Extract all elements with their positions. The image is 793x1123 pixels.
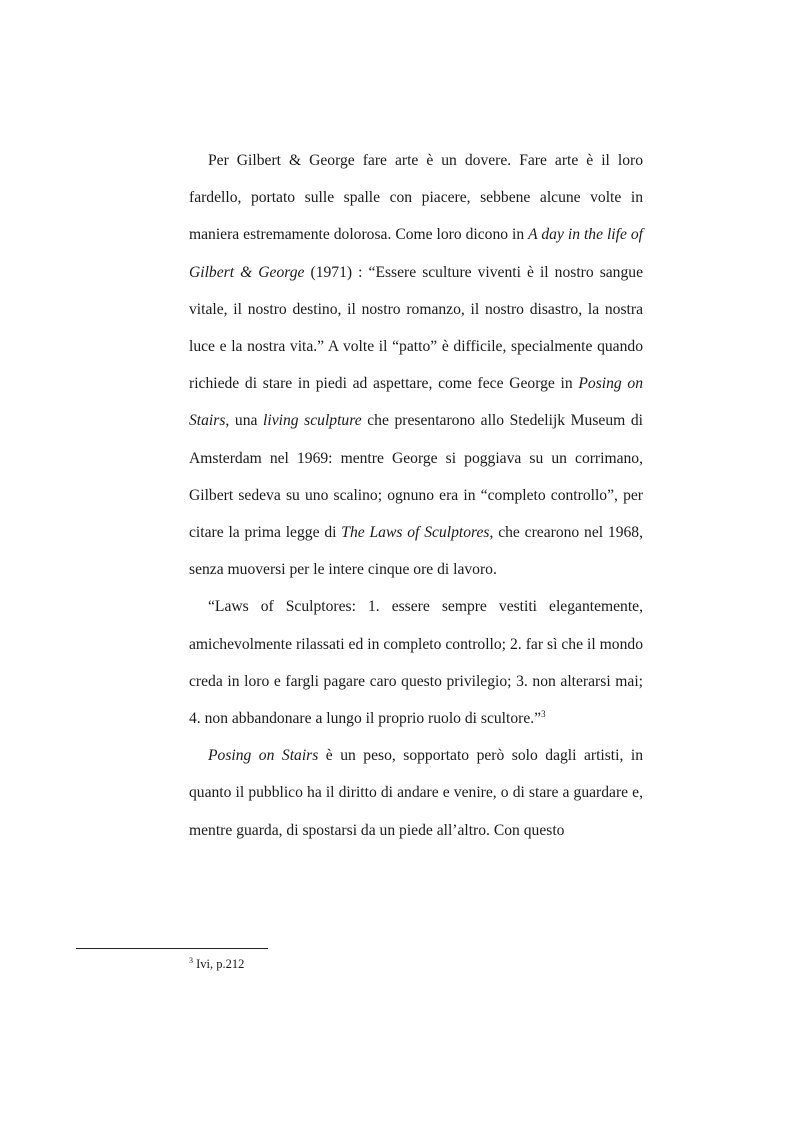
p1-text-5: , che crearono nel 1968, senza muoversi per le intere cinque ore di lavoro.: [189, 524, 644, 579]
paragraph-2: [189, 588, 643, 737]
paragraph-3: [189, 737, 643, 849]
p1-text-4: che presentarono allo Stedelijk Museum di Amsterdam nel 1969: mentre George si poggiava su un corrimano, Gilbert sedeva su uno scalino; ognuno era in “completo controllo”, per citare la prima legge di: [189, 412, 644, 542]
p1-term-living-sculpture: living sculpture: [263, 412, 362, 430]
footnote-number: 3: [189, 956, 193, 965]
p1-text-2: (1971) : “Essere sculture viventi è il nostro sangue vitale, il nostro destino, il nostro romanzo, il nostro disastro, la nostra luce e la nostra vita.” A volte il “patto” è difficile, specialmente quando richiede di stare in piedi ad aspettare, come fece George in: [189, 263, 643, 393]
p3-text-1: è un peso, sopportato però solo dagli artisti, in quanto il pubblico ha il diritto di andare e venire, o di stare a guardare e, mentre guarda, di spostarsi da un piede all’altro. Con questo: [189, 747, 643, 839]
paragraph-1: [189, 142, 643, 588]
p1-text-1: Per Gilbert & George fare arte è un dovere. Fare arte è il loro fardello, portato sulle spalle con piacere, sebbene alcune volte in maniera estremamente dolorosa. Come loro dicono in: [189, 152, 643, 244]
body-text: [189, 142, 643, 849]
p2-text-1: “Laws of Sculptores: 1. essere sempre vestiti elegantemente, amichevolmente rilassati ed in completo controllo; 2. far sì che il mondo creda in loro e fargli pagare caro questo privilegio; 3. non alterarsi mai; 4. non abbandonare a lungo il proprio ruolo di scultore.”: [189, 598, 643, 728]
footnote-reference: 3: [541, 709, 546, 720]
p1-text-3: , una: [225, 412, 264, 430]
p1-title-laws-of-sculptores: The Laws of Sculptores: [341, 524, 490, 542]
footnote: [189, 956, 244, 972]
p1-title-posing-on-stairs: Posing on Stairs: [189, 375, 643, 430]
p1-title-a-day-in-the-life: A day in the life of Gilbert & George: [189, 226, 643, 281]
p3-title-posing-on-stairs: Posing on Stairs: [208, 747, 319, 765]
footnote-divider: [76, 948, 268, 949]
footnote-text: Ivi, p.212: [193, 957, 245, 971]
